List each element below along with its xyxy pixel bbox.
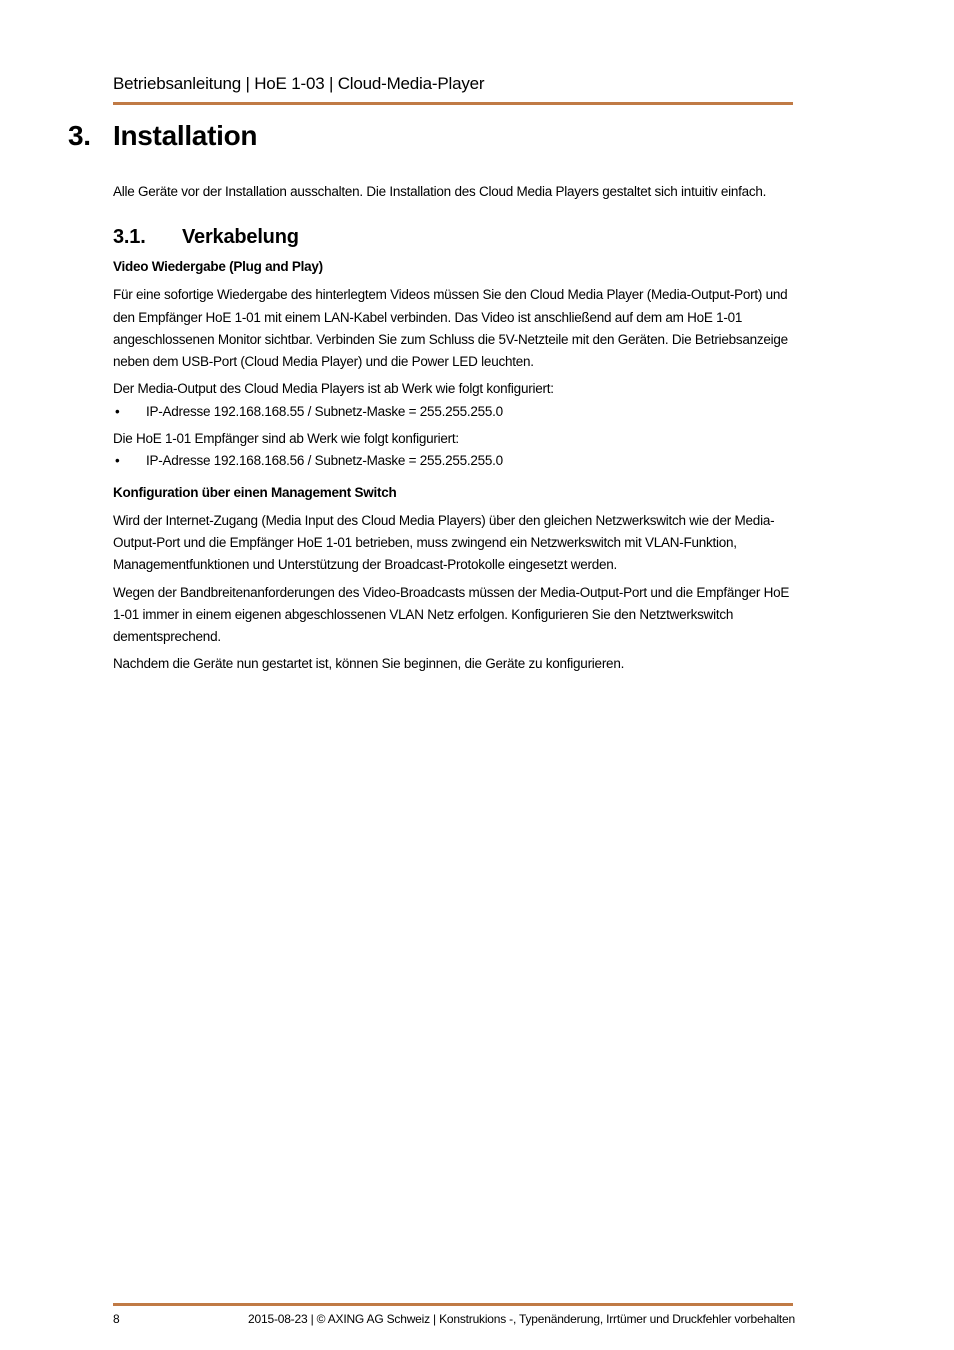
media-output-text: Der Media-Output des Cloud Media Players ist ab Werk wie folgt konfiguriert: bbox=[113, 381, 554, 397]
switch-paragraph-1: Wird der Internet-Zugang (Media Input des Cloud Media Players) über den gleichen Netzwerkswitch wie der Media-Output-Port und die Empfänger HoE 1-01 betrieben, muss zwingend ein Netzwerkswitch mit VLAN-Funktion, Managementfunktionen und Unterstützung der Broadcast-Protokolle eingesetzt werden. bbox=[113, 512, 775, 573]
media-output-list bbox=[113, 401, 793, 423]
page-footer bbox=[113, 1303, 793, 1330]
chapter-number: 3. bbox=[68, 120, 91, 151]
section-title: Verkabelung bbox=[182, 226, 299, 249]
section-heading bbox=[113, 224, 793, 250]
video-paragraph: Für eine sofortige Wiedergabe des hinterlegtem Videos müssen Sie den Cloud Media Player (Media-Output-Port) und den Empfänger HoE 1-01 mit einem LAN-Kabel verbinden. Das Video ist anschließend auf dem am HoE 1-01 angeschlossenen Monitor sichtbar. Verbinden Sie zum Schluss die 5V-Netzteile mit den Geräten. Die Betriebsanzeige neben dem USB-Port (Cloud Media Player) und die Power LED leuchten. bbox=[113, 287, 788, 370]
switch-heading: Konfiguration über einen Management Switch bbox=[113, 484, 397, 500]
bullet-icon: • bbox=[115, 403, 120, 419]
header-title: Betriebsanleitung | HoE 1-03 | Cloud-Media-Player bbox=[113, 74, 485, 93]
video-heading: Video Wiedergabe (Plug and Play) bbox=[113, 259, 323, 275]
receiver-ip: IP-Adresse 192.168.168.56 / Subnetz-Maske = 255.255.255.0 bbox=[146, 453, 503, 469]
switch-paragraph-2: Wegen der Bandbreitenanforderungen des Video-Broadcasts müssen der Media-Output-Port und die Empfänger HoE 1-01 immer in einem eigenen abgeschlossenen VLAN Netz erfolgen. Konfigurieren Sie den Netztwerkswitch dementsprechend. bbox=[113, 584, 790, 645]
page-header bbox=[113, 74, 793, 105]
section-number: 3.1. bbox=[113, 226, 146, 249]
receiver-text: Die HoE 1-01 Empfänger sind ab Werk wie folgt konfiguriert: bbox=[113, 431, 459, 447]
chapter-heading bbox=[68, 118, 257, 154]
list-item bbox=[113, 450, 793, 472]
chapter-title: Installation bbox=[113, 120, 258, 151]
list-item bbox=[113, 401, 793, 423]
bullet-icon: • bbox=[115, 453, 120, 469]
receiver-list bbox=[113, 450, 793, 472]
page-number: 8 bbox=[113, 1312, 120, 1326]
footer-text: 2015-08-23 | © AXING AG Schweiz | Konstrukions -, Typenänderung, Irrtümer und Druckfehler vorbehalten bbox=[248, 1312, 795, 1326]
media-output-ip: IP-Adresse 192.168.168.55 / Subnetz-Maske = 255.255.255.0 bbox=[146, 403, 503, 419]
chapter-intro: Alle Geräte vor der Installation ausschalten. Die Installation des Cloud Media Players gestaltet sich intuitiv einfach. bbox=[113, 184, 767, 199]
switch-paragraph-3: Nachdem die Geräte nun gestartet ist, können Sie beginnen, die Geräte zu konfigurieren. bbox=[113, 656, 625, 672]
page-content bbox=[113, 181, 793, 681]
